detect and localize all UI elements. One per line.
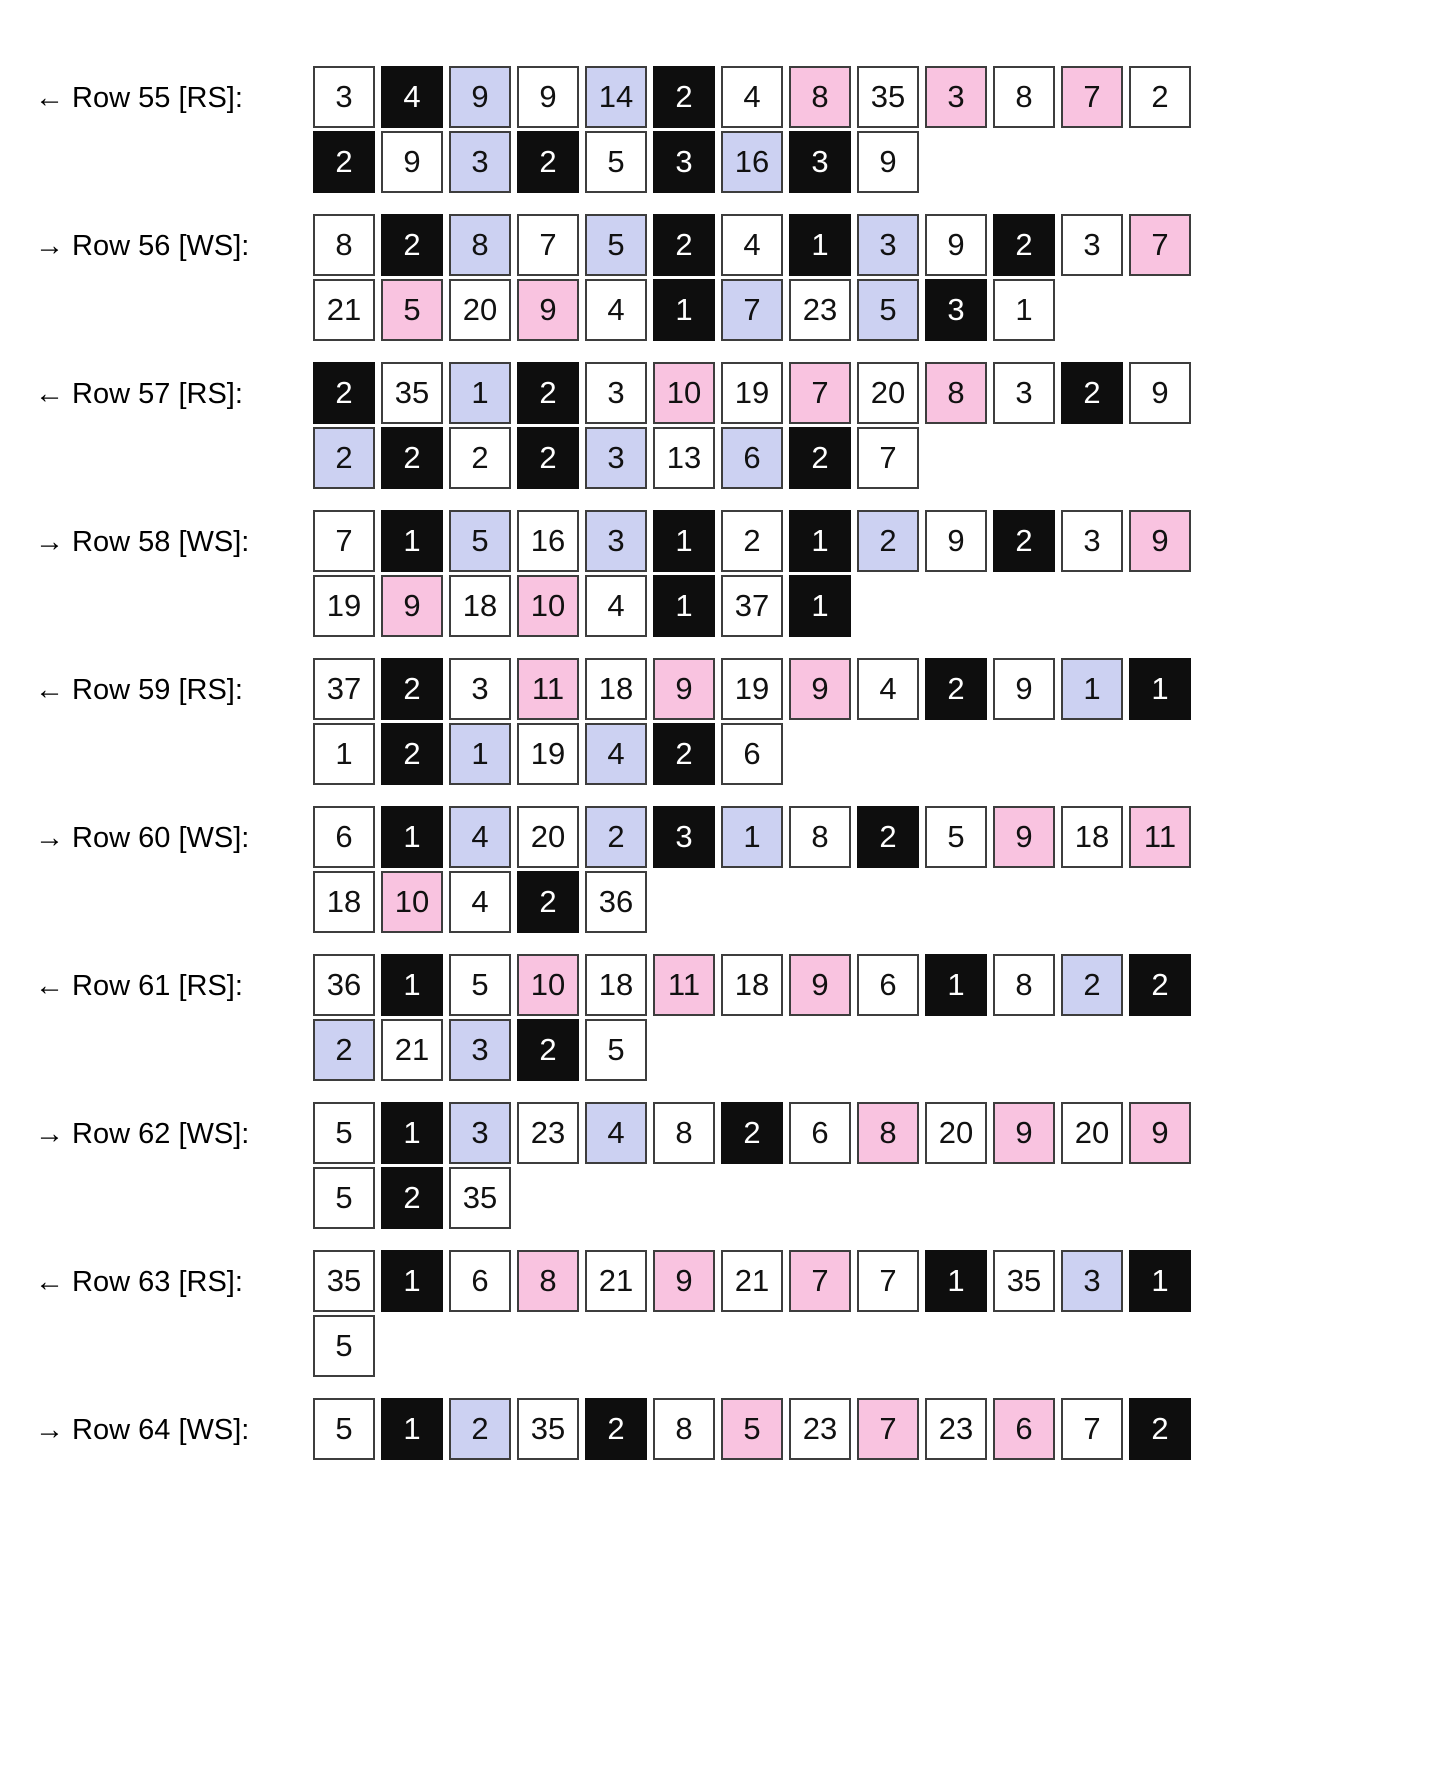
pattern-cell: 6 [789, 1102, 851, 1164]
cell-lines [313, 362, 1191, 489]
pattern-cell: 20 [449, 279, 511, 341]
pattern-cell: 1 [381, 1250, 443, 1312]
pattern-cell: 4 [381, 66, 443, 128]
pattern-cell: 4 [585, 575, 647, 637]
pattern-cell: 2 [1129, 954, 1191, 1016]
pattern-cell: 3 [313, 66, 375, 128]
row-label: → Row 64 [WS]: [35, 1414, 250, 1446]
pattern-cell: 2 [381, 1167, 443, 1229]
pattern-cell: 1 [381, 954, 443, 1016]
pattern-cell: 1 [381, 1398, 443, 1460]
pattern-cell: 37 [721, 575, 783, 637]
pattern-cell: 4 [721, 66, 783, 128]
pattern-cell: 10 [517, 575, 579, 637]
pattern-cell: 5 [313, 1398, 375, 1460]
pattern-cell: 2 [789, 427, 851, 489]
cell-line [313, 1102, 1191, 1164]
pattern-cell: 2 [517, 1019, 579, 1081]
cell-lines [313, 66, 1191, 193]
row-label: → Row 56 [WS]: [35, 230, 250, 262]
pattern-cell: 8 [517, 1250, 579, 1312]
pattern-cell: 6 [721, 427, 783, 489]
pattern-cell: 1 [381, 806, 443, 868]
cell-lines [313, 1250, 1191, 1377]
cell-line [313, 427, 1191, 489]
pattern-cell: 20 [857, 362, 919, 424]
pattern-row-55 [35, 66, 1445, 193]
pattern-cell: 9 [653, 1250, 715, 1312]
pattern-cell: 5 [585, 214, 647, 276]
pattern-cell: 4 [449, 806, 511, 868]
pattern-cell: 3 [1061, 1250, 1123, 1312]
pattern-cell: 8 [993, 954, 1055, 1016]
pattern-cell: 11 [1129, 806, 1191, 868]
cell-line [313, 1019, 1191, 1081]
pattern-cell: 21 [313, 279, 375, 341]
pattern-cell: 3 [449, 1019, 511, 1081]
pattern-cell: 3 [585, 510, 647, 572]
pattern-cell: 36 [585, 871, 647, 933]
pattern-cell: 7 [857, 427, 919, 489]
pattern-cell: 18 [1061, 806, 1123, 868]
pattern-cell: 8 [789, 806, 851, 868]
pattern-cell: 10 [381, 871, 443, 933]
pattern-cell: 7 [1129, 214, 1191, 276]
pattern-cell: 21 [721, 1250, 783, 1312]
pattern-cell: 3 [925, 279, 987, 341]
cell-line [313, 806, 1191, 868]
pattern-cell: 3 [653, 806, 715, 868]
pattern-cell: 1 [1129, 1250, 1191, 1312]
pattern-cell: 9 [517, 66, 579, 128]
pattern-cell: 2 [449, 427, 511, 489]
pattern-cell: 5 [313, 1315, 375, 1377]
pattern-cell: 7 [721, 279, 783, 341]
row-label: ← Row 59 [RS]: [35, 674, 243, 706]
pattern-cell: 1 [1129, 658, 1191, 720]
pattern-cell: 4 [585, 1102, 647, 1164]
pattern-cell: 2 [381, 214, 443, 276]
pattern-cell: 7 [857, 1250, 919, 1312]
pattern-cell: 6 [721, 723, 783, 785]
pattern-cell: 16 [517, 510, 579, 572]
pattern-cell: 2 [721, 510, 783, 572]
pattern-cell: 5 [313, 1102, 375, 1164]
pattern-cell: 18 [585, 658, 647, 720]
cell-line [313, 575, 1191, 637]
pattern-cell: 9 [381, 131, 443, 193]
cell-line [313, 214, 1191, 276]
pattern-cell: 6 [857, 954, 919, 1016]
pattern-cell: 1 [313, 723, 375, 785]
row-label: → Row 58 [WS]: [35, 526, 250, 558]
pattern-cell: 4 [857, 658, 919, 720]
pattern-cell: 8 [313, 214, 375, 276]
cell-lines [313, 510, 1191, 637]
pattern-cell: 3 [585, 427, 647, 489]
pattern-cell: 6 [993, 1398, 1055, 1460]
pattern-cell: 2 [449, 1398, 511, 1460]
pattern-cell: 2 [857, 510, 919, 572]
pattern-cell: 9 [449, 66, 511, 128]
pattern-cell: 9 [789, 658, 851, 720]
pattern-cell: 8 [925, 362, 987, 424]
pattern-cell: 7 [789, 362, 851, 424]
pattern-cell: 2 [653, 66, 715, 128]
pattern-cell: 1 [925, 1250, 987, 1312]
pattern-cell: 7 [517, 214, 579, 276]
pattern-cell: 2 [313, 362, 375, 424]
row-label: ← Row 55 [RS]: [35, 82, 243, 114]
pattern-cell: 9 [1129, 362, 1191, 424]
pattern-cell: 2 [313, 427, 375, 489]
pattern-cell: 1 [1061, 658, 1123, 720]
pattern-cell: 2 [381, 427, 443, 489]
pattern-cell: 5 [381, 279, 443, 341]
pattern-row-56 [35, 214, 1445, 341]
cell-lines [313, 1398, 1191, 1460]
pattern-cell: 9 [993, 658, 1055, 720]
pattern-cell: 2 [517, 131, 579, 193]
pattern-cell: 2 [381, 658, 443, 720]
pattern-cell: 23 [517, 1102, 579, 1164]
pattern-cell: 1 [653, 510, 715, 572]
pattern-row-60 [35, 806, 1445, 933]
pattern-cell: 3 [789, 131, 851, 193]
pattern-cell: 18 [585, 954, 647, 1016]
pattern-cell: 5 [857, 279, 919, 341]
pattern-row-64 [35, 1398, 1445, 1460]
pattern-cell: 9 [381, 575, 443, 637]
cell-line [313, 658, 1191, 720]
cell-line [313, 1398, 1191, 1460]
pattern-cell: 2 [1061, 362, 1123, 424]
pattern-cell: 3 [449, 131, 511, 193]
pattern-cell: 7 [1061, 1398, 1123, 1460]
pattern-cell: 20 [1061, 1102, 1123, 1164]
pattern-cell: 2 [517, 871, 579, 933]
pattern-cell: 36 [313, 954, 375, 1016]
pattern-cell: 2 [653, 214, 715, 276]
pattern-cell: 21 [381, 1019, 443, 1081]
pattern-cell: 8 [653, 1398, 715, 1460]
pattern-cell: 11 [653, 954, 715, 1016]
pattern-cell: 7 [313, 510, 375, 572]
pattern-cell: 35 [381, 362, 443, 424]
pattern-cell: 11 [517, 658, 579, 720]
pattern-cell: 14 [585, 66, 647, 128]
pattern-cell: 16 [721, 131, 783, 193]
pattern-cell: 18 [313, 871, 375, 933]
pattern-cell: 23 [789, 279, 851, 341]
pattern-cell: 35 [993, 1250, 1055, 1312]
cell-line [313, 1167, 1191, 1229]
pattern-cell: 35 [517, 1398, 579, 1460]
pattern-row-63 [35, 1250, 1445, 1377]
pattern-cell: 4 [721, 214, 783, 276]
pattern-cell: 3 [1061, 510, 1123, 572]
pattern-cell: 5 [449, 954, 511, 1016]
row-label: ← Row 63 [RS]: [35, 1266, 243, 1298]
pattern-cell: 23 [789, 1398, 851, 1460]
row-label: → Row 62 [WS]: [35, 1118, 250, 1150]
cell-lines [313, 214, 1191, 341]
pattern-cell: 9 [789, 954, 851, 1016]
pattern-cell: 1 [381, 510, 443, 572]
pattern-cell: 5 [585, 1019, 647, 1081]
pattern-cell: 1 [993, 279, 1055, 341]
pattern-cell: 5 [925, 806, 987, 868]
pattern-cell: 3 [585, 362, 647, 424]
pattern-cell: 1 [653, 279, 715, 341]
row-label: ← Row 57 [RS]: [35, 378, 243, 410]
pattern-row-61 [35, 954, 1445, 1081]
pattern-cell: 2 [925, 658, 987, 720]
pattern-cell: 1 [653, 575, 715, 637]
pattern-cell: 20 [925, 1102, 987, 1164]
cell-lines [313, 954, 1191, 1081]
pattern-cell: 20 [517, 806, 579, 868]
pattern-cell: 2 [1129, 66, 1191, 128]
row-label: → Row 60 [WS]: [35, 822, 250, 854]
pattern-cell: 3 [449, 1102, 511, 1164]
pattern-cell: 5 [585, 131, 647, 193]
cell-line [313, 1250, 1191, 1312]
pattern-cell: 19 [721, 658, 783, 720]
pattern-cell: 3 [653, 131, 715, 193]
pattern-cell: 2 [1061, 954, 1123, 1016]
pattern-cell: 1 [789, 214, 851, 276]
pattern-cell: 5 [721, 1398, 783, 1460]
pattern-cell: 8 [857, 1102, 919, 1164]
cell-line [313, 510, 1191, 572]
cell-line [313, 66, 1191, 128]
cell-line [313, 723, 1191, 785]
pattern-cell: 7 [789, 1250, 851, 1312]
pattern-cell: 9 [1129, 510, 1191, 572]
pattern-cell: 10 [517, 954, 579, 1016]
pattern-cell: 3 [1061, 214, 1123, 276]
pattern-cell: 23 [925, 1398, 987, 1460]
pattern-cell: 8 [653, 1102, 715, 1164]
pattern-cell: 2 [313, 1019, 375, 1081]
pattern-cell: 2 [653, 723, 715, 785]
pattern-cell: 6 [449, 1250, 511, 1312]
pattern-cell: 8 [449, 214, 511, 276]
pattern-cell: 7 [1061, 66, 1123, 128]
cell-lines [313, 1102, 1191, 1229]
pattern-cell: 37 [313, 658, 375, 720]
pattern-cell: 1 [721, 806, 783, 868]
pattern-cell: 18 [449, 575, 511, 637]
pattern-cell: 35 [857, 66, 919, 128]
cell-line [313, 871, 1191, 933]
pattern-row-57 [35, 362, 1445, 489]
pattern-cell: 19 [721, 362, 783, 424]
pattern-cell: 9 [1129, 1102, 1191, 1164]
pattern-cell: 9 [993, 806, 1055, 868]
pattern-cell: 1 [381, 1102, 443, 1164]
pattern-cell: 2 [585, 806, 647, 868]
cell-lines [313, 806, 1191, 933]
pattern-cell: 3 [925, 66, 987, 128]
pattern-cell: 2 [585, 1398, 647, 1460]
pattern-cell: 8 [993, 66, 1055, 128]
pattern-cell: 4 [585, 279, 647, 341]
pattern-row-62 [35, 1102, 1445, 1229]
pattern-cell: 4 [585, 723, 647, 785]
pattern-cell: 2 [857, 806, 919, 868]
pattern-cell: 1 [449, 362, 511, 424]
pattern-cell: 2 [517, 427, 579, 489]
pattern-cell: 9 [517, 279, 579, 341]
pattern-cell: 35 [449, 1167, 511, 1229]
pattern-cell: 4 [449, 871, 511, 933]
pattern-cell: 3 [449, 658, 511, 720]
cell-line [313, 954, 1191, 1016]
pattern-cell: 5 [449, 510, 511, 572]
row-label: ← Row 61 [RS]: [35, 970, 243, 1002]
cell-line [313, 131, 1191, 193]
pattern-cell: 9 [857, 131, 919, 193]
pattern-cell: 9 [653, 658, 715, 720]
pattern-cell: 21 [585, 1250, 647, 1312]
pattern-cell: 1 [925, 954, 987, 1016]
pattern-cell: 2 [517, 362, 579, 424]
pattern-cell: 9 [925, 510, 987, 572]
pattern-cell: 2 [381, 723, 443, 785]
cell-line [313, 279, 1191, 341]
pattern-cell: 35 [313, 1250, 375, 1312]
pattern-cell: 9 [993, 1102, 1055, 1164]
pattern-cell: 18 [721, 954, 783, 1016]
pattern-cell: 9 [925, 214, 987, 276]
pattern-cell: 13 [653, 427, 715, 489]
pattern-cell: 19 [313, 575, 375, 637]
pattern-cell: 1 [789, 575, 851, 637]
cell-line [313, 1315, 1191, 1377]
pattern-cell: 6 [313, 806, 375, 868]
pattern-row-59 [35, 658, 1445, 785]
pattern-cell: 7 [857, 1398, 919, 1460]
pattern-cell: 5 [313, 1167, 375, 1229]
pattern-cell: 1 [449, 723, 511, 785]
cell-line [313, 362, 1191, 424]
pattern-cell: 1 [789, 510, 851, 572]
pattern-cell: 2 [313, 131, 375, 193]
pattern-cell: 3 [857, 214, 919, 276]
pattern-cell: 2 [993, 510, 1055, 572]
pattern-cell: 8 [789, 66, 851, 128]
pattern-cell: 2 [721, 1102, 783, 1164]
pattern-cell: 19 [517, 723, 579, 785]
pattern-cell: 2 [993, 214, 1055, 276]
pattern-cell: 3 [993, 362, 1055, 424]
pattern-rows [35, 66, 1445, 1460]
pattern-row-58 [35, 510, 1445, 637]
pattern-cell: 2 [1129, 1398, 1191, 1460]
cell-lines [313, 658, 1191, 785]
pattern-cell: 10 [653, 362, 715, 424]
